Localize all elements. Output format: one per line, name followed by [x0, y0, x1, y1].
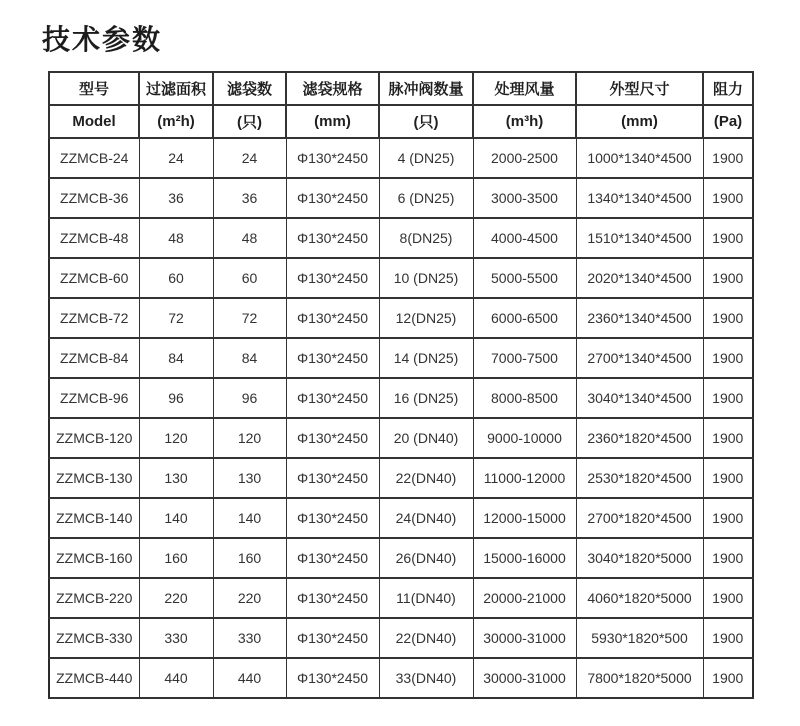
- bag-count-cell: 140: [213, 498, 286, 538]
- air-volume-cell: 5000-5500: [473, 258, 576, 298]
- air-volume-cell: 8000-8500: [473, 378, 576, 418]
- model-cell: ZZMCB-84: [49, 338, 139, 378]
- resistance-cell: 1900: [703, 138, 753, 178]
- pulse-valve-cell: 33(DN40): [379, 658, 473, 698]
- air-volume-cell: 30000-31000: [473, 658, 576, 698]
- pulse-valve-cell: 22(DN40): [379, 458, 473, 498]
- filter-area-cell: 36: [139, 178, 213, 218]
- resistance-cell: 1900: [703, 258, 753, 298]
- bag-count-cell: 72: [213, 298, 286, 338]
- table-row: [49, 218, 753, 258]
- resistance-cell: 1900: [703, 538, 753, 578]
- model-cell: ZZMCB-330: [49, 618, 139, 658]
- pulse-valve-cell: 20 (DN40): [379, 418, 473, 458]
- dimensions-cell: 2020*1340*4500: [576, 258, 703, 298]
- model-cell: ZZMCB-96: [49, 378, 139, 418]
- filter-area-cell: 130: [139, 458, 213, 498]
- bag-spec-cell: Φ130*2450: [286, 218, 379, 258]
- dimensions-cell: 2700*1820*4500: [576, 498, 703, 538]
- bag-spec-cell: Φ130*2450: [286, 658, 379, 698]
- bag-count-cell: 48: [213, 218, 286, 258]
- pulse-valve-cell: 4 (DN25): [379, 138, 473, 178]
- model-cell: ZZMCB-160: [49, 538, 139, 578]
- filter-area-cell: 96: [139, 378, 213, 418]
- col-unit-resistance: (Pa): [703, 105, 753, 138]
- bag-spec-cell: Φ130*2450: [286, 578, 379, 618]
- pulse-valve-cell: 12(DN25): [379, 298, 473, 338]
- pulse-valve-cell: 22(DN40): [379, 618, 473, 658]
- dimensions-cell: 2530*1820*4500: [576, 458, 703, 498]
- table-row: [49, 378, 753, 418]
- filter-area-cell: 24: [139, 138, 213, 178]
- bag-count-cell: 36: [213, 178, 286, 218]
- filter-area-cell: 60: [139, 258, 213, 298]
- header-row-units: [49, 105, 753, 138]
- dimensions-cell: 1510*1340*4500: [576, 218, 703, 258]
- model-cell: ZZMCB-72: [49, 298, 139, 338]
- dimensions-cell: 5930*1820*500: [576, 618, 703, 658]
- filter-area-cell: 72: [139, 298, 213, 338]
- table-row: [49, 178, 753, 218]
- pulse-valve-cell: 10 (DN25): [379, 258, 473, 298]
- col-header-pulse-valves: 脉冲阀数量: [379, 72, 473, 105]
- air-volume-cell: 11000-12000: [473, 458, 576, 498]
- air-volume-cell: 30000-31000: [473, 618, 576, 658]
- dimensions-cell: 1000*1340*4500: [576, 138, 703, 178]
- bag-count-cell: 96: [213, 378, 286, 418]
- model-cell: ZZMCB-220: [49, 578, 139, 618]
- col-unit-air-volume: (m³h): [473, 105, 576, 138]
- bag-count-cell: 84: [213, 338, 286, 378]
- dimensions-cell: 2360*1340*4500: [576, 298, 703, 338]
- bag-count-cell: 130: [213, 458, 286, 498]
- bag-spec-cell: Φ130*2450: [286, 138, 379, 178]
- pulse-valve-cell: 11(DN40): [379, 578, 473, 618]
- dimensions-cell: 1340*1340*4500: [576, 178, 703, 218]
- dimensions-cell: 4060*1820*5000: [576, 578, 703, 618]
- bag-spec-cell: Φ130*2450: [286, 418, 379, 458]
- filter-area-cell: 140: [139, 498, 213, 538]
- model-cell: ZZMCB-48: [49, 218, 139, 258]
- col-unit-pulse-valves: (只): [379, 105, 473, 138]
- dimensions-cell: 3040*1340*4500: [576, 378, 703, 418]
- resistance-cell: 1900: [703, 618, 753, 658]
- bag-spec-cell: Φ130*2450: [286, 378, 379, 418]
- col-header-filter-area: 过滤面积: [139, 72, 213, 105]
- bag-count-cell: 160: [213, 538, 286, 578]
- filter-area-cell: 440: [139, 658, 213, 698]
- header-row-zh: [49, 72, 753, 105]
- bag-spec-cell: Φ130*2450: [286, 258, 379, 298]
- air-volume-cell: 2000-2500: [473, 138, 576, 178]
- resistance-cell: 1900: [703, 658, 753, 698]
- col-unit-bag-spec: (mm): [286, 105, 379, 138]
- bag-spec-cell: Φ130*2450: [286, 538, 379, 578]
- bag-count-cell: 120: [213, 418, 286, 458]
- air-volume-cell: 7000-7500: [473, 338, 576, 378]
- table-row: [49, 498, 753, 538]
- bag-count-cell: 60: [213, 258, 286, 298]
- resistance-cell: 1900: [703, 338, 753, 378]
- resistance-cell: 1900: [703, 578, 753, 618]
- col-unit-filter-area: (m²h): [139, 105, 213, 138]
- table-row: [49, 418, 753, 458]
- col-header-model: 型号: [49, 72, 139, 105]
- bag-spec-cell: Φ130*2450: [286, 298, 379, 338]
- filter-area-cell: 220: [139, 578, 213, 618]
- bag-count-cell: 330: [213, 618, 286, 658]
- table-row: [49, 618, 753, 658]
- pulse-valve-cell: 8(DN25): [379, 218, 473, 258]
- resistance-cell: 1900: [703, 298, 753, 338]
- pulse-valve-cell: 24(DN40): [379, 498, 473, 538]
- resistance-cell: 1900: [703, 178, 753, 218]
- col-header-dimensions: 外型尺寸: [576, 72, 703, 105]
- col-header-air-volume: 处理风量: [473, 72, 576, 105]
- model-cell: ZZMCB-140: [49, 498, 139, 538]
- model-cell: ZZMCB-24: [49, 138, 139, 178]
- spec-table-body: [49, 138, 753, 698]
- air-volume-cell: 20000-21000: [473, 578, 576, 618]
- pulse-valve-cell: 6 (DN25): [379, 178, 473, 218]
- table-row: [49, 458, 753, 498]
- spec-table: [48, 71, 754, 699]
- col-unit-dimensions: (mm): [576, 105, 703, 138]
- dimensions-cell: 2700*1340*4500: [576, 338, 703, 378]
- model-cell: ZZMCB-36: [49, 178, 139, 218]
- col-header-bag-spec: 滤袋规格: [286, 72, 379, 105]
- air-volume-cell: 6000-6500: [473, 298, 576, 338]
- filter-area-cell: 330: [139, 618, 213, 658]
- air-volume-cell: 9000-10000: [473, 418, 576, 458]
- model-cell: ZZMCB-440: [49, 658, 139, 698]
- col-unit-bag-count: (只): [213, 105, 286, 138]
- page-title: 技术参数: [42, 24, 163, 55]
- resistance-cell: 1900: [703, 498, 753, 538]
- pulse-valve-cell: 26(DN40): [379, 538, 473, 578]
- bag-spec-cell: Φ130*2450: [286, 498, 379, 538]
- filter-area-cell: 160: [139, 538, 213, 578]
- col-header-resistance: 阻力: [703, 72, 753, 105]
- resistance-cell: 1900: [703, 218, 753, 258]
- model-cell: ZZMCB-120: [49, 418, 139, 458]
- bag-spec-cell: Φ130*2450: [286, 458, 379, 498]
- table-row: [49, 298, 753, 338]
- bag-count-cell: 220: [213, 578, 286, 618]
- air-volume-cell: 12000-15000: [473, 498, 576, 538]
- table-row: [49, 258, 753, 298]
- bag-count-cell: 440: [213, 658, 286, 698]
- model-cell: ZZMCB-60: [49, 258, 139, 298]
- resistance-cell: 1900: [703, 458, 753, 498]
- table-row: [49, 658, 753, 698]
- pulse-valve-cell: 14 (DN25): [379, 338, 473, 378]
- dimensions-cell: 3040*1820*5000: [576, 538, 703, 578]
- col-header-bag-count: 滤袋数: [213, 72, 286, 105]
- filter-area-cell: 120: [139, 418, 213, 458]
- air-volume-cell: 15000-16000: [473, 538, 576, 578]
- dimensions-cell: 7800*1820*5000: [576, 658, 703, 698]
- filter-area-cell: 84: [139, 338, 213, 378]
- bag-spec-cell: Φ130*2450: [286, 618, 379, 658]
- table-row: [49, 538, 753, 578]
- bag-count-cell: 24: [213, 138, 286, 178]
- spec-table-header: [49, 72, 753, 138]
- resistance-cell: 1900: [703, 418, 753, 458]
- dimensions-cell: 2360*1820*4500: [576, 418, 703, 458]
- air-volume-cell: 3000-3500: [473, 178, 576, 218]
- table-row: [49, 338, 753, 378]
- filter-area-cell: 48: [139, 218, 213, 258]
- resistance-cell: 1900: [703, 378, 753, 418]
- bag-spec-cell: Φ130*2450: [286, 178, 379, 218]
- bag-spec-cell: Φ130*2450: [286, 338, 379, 378]
- model-cell: ZZMCB-130: [49, 458, 139, 498]
- col-unit-model: Model: [49, 105, 139, 138]
- air-volume-cell: 4000-4500: [473, 218, 576, 258]
- table-row: [49, 138, 753, 178]
- table-row: [49, 578, 753, 618]
- pulse-valve-cell: 16 (DN25): [379, 378, 473, 418]
